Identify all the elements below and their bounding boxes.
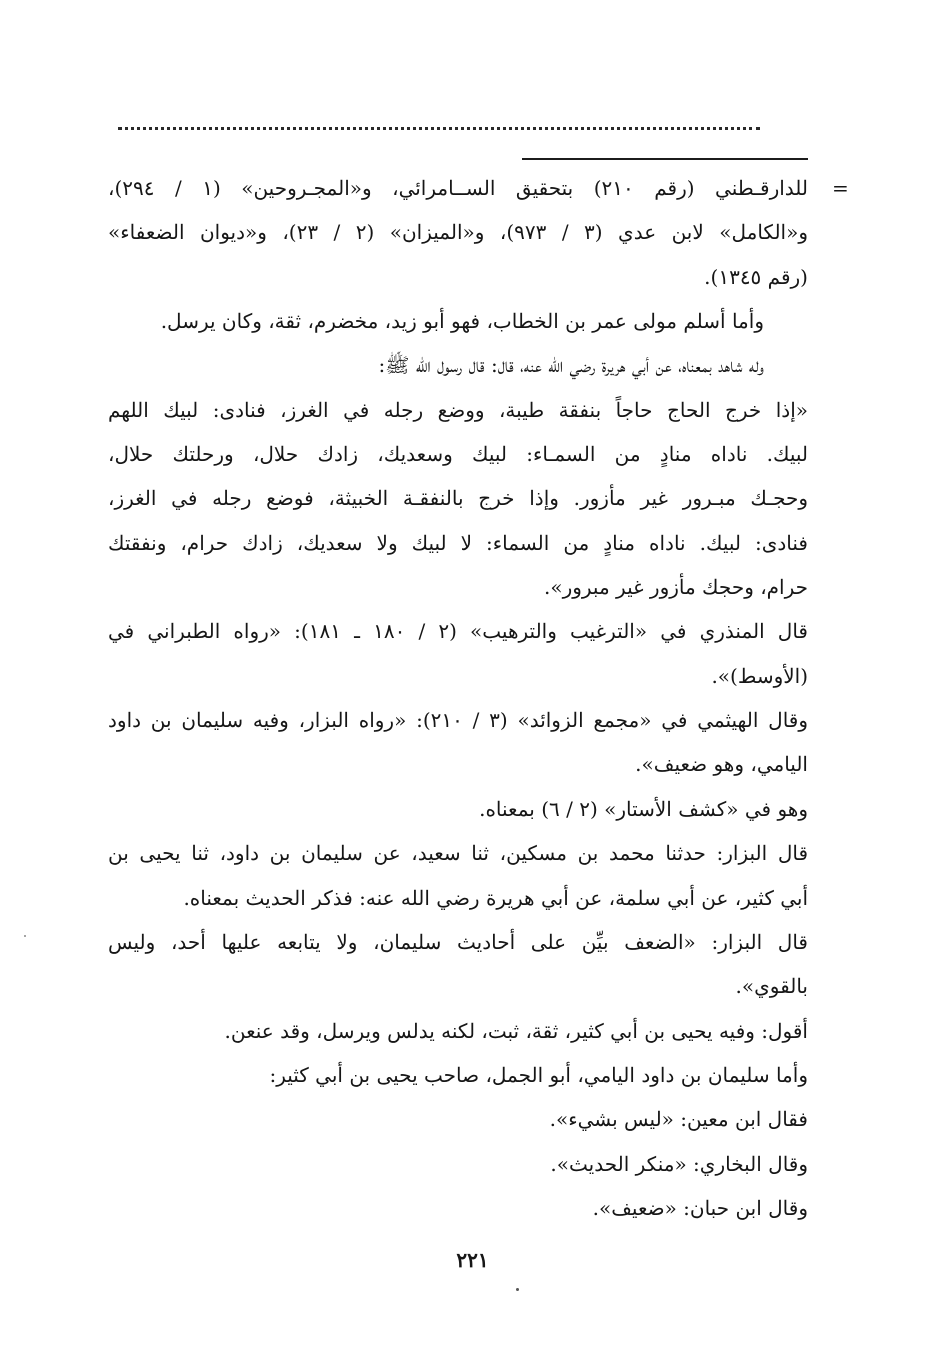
text-line: وأما سليمان بن داود اليامي، أبو الجمل، صاحب يحيى بن أبي كثير: <box>269 1062 808 1087</box>
text-line: قال البزار: «الضعف بيِّن على أحاديث سليمان، ولا يتابعه عليها أحد، وليس <box>108 929 808 954</box>
header-dotted-rule <box>118 127 760 130</box>
footnote-text-block <box>108 166 808 1230</box>
text-line: أقول: وفيه يحيى بن أبي كثير، ثقة، ثبت، لكنه يدلس ويرسل، وقد عنعن. <box>224 1018 808 1043</box>
text-line: لبيك. ناداه منادٍ من السمـاء: لبيك وسعديك، زادك حلال، ورحلتك حلال، <box>108 442 808 467</box>
text-line: (الأوسط)». <box>711 663 808 688</box>
text-line: قال المنذري في «الترغيب والترهيب» (٢ / ١٨٠ ـ ١٨١): «رواه الطبراني في <box>108 619 808 644</box>
text-line: وقال البخاري: «منكر الحديث». <box>550 1151 808 1176</box>
text-line: للدارقـطني (رقم ٢١٠) بتحقيق الســامرائي، و«المجـروحين» (١ / ٢٩٤)، <box>108 176 808 200</box>
text-line: و«الكامل» لابن عدي (٣ / ٩٧٣)، و«الميزان» (٢ / ٢٣)، و«ديوان الضعفاء» <box>108 220 808 245</box>
continuation-mark: = <box>832 176 849 200</box>
text-line: وقال الهيثمي في «مجمع الزوائد» (٣ / ٢١٠): «رواه البزار، وفيه سليمان بن داود <box>108 708 808 733</box>
text-line: وقال ابن حبان: «ضعيف». <box>592 1195 808 1220</box>
text-line: قال البزار: حدثنا محمد بن مسكين، ثنا سعيد، عن سليمان بن داود، ثنا يحيى بن <box>108 841 808 866</box>
text-line: (رقم ١٣٤٥). <box>704 264 808 289</box>
text-line: وله شاهد بمعناه، عن أبي هريرة رضي الله عنه، قال: قال رسول الله ﷺ: <box>378 353 764 378</box>
footnote-separator-rule <box>522 158 808 160</box>
scan-speck <box>24 935 26 937</box>
text-line: فقال ابن معين: «ليس بشيء». <box>549 1107 808 1132</box>
text-line: اليامي، وهو ضعيف». <box>635 752 808 777</box>
text-line: حرام، وحجك مأزور غير مبرور». <box>543 575 808 600</box>
text-line: وهو في «كشف الأستار» (٢ / ٦) بمعناه. <box>479 796 808 821</box>
page-number: ٢٢١ <box>456 1248 489 1272</box>
scan-speck <box>516 1288 519 1291</box>
text-line: وأما أسلم مولى عمر بن الخطاب، فهو أبو زيد، مخضرم، ثقة، وكان يرسل. <box>160 309 764 334</box>
text-line: بالقوي». <box>735 974 808 999</box>
text-line: «إذا خرج الحاج حاجاً بنفقة طيبة، ووضع رجله في الغرز، فنادى: لبيك اللهم <box>108 397 808 422</box>
text-line: وحجـك مبـرور غير مأزور. وإذا خرج بالنفقـة الخبيثة، فوضع رجله في الغرز، <box>108 486 808 511</box>
text-line: أبي كثير، عن أبي سلمة، عن أبي هريرة رضي الله عنه: فذكر الحديث بمعناه. <box>183 885 808 910</box>
text-line: فنادى: لبيك. ناداه منادٍ من السماء: لا لبيك ولا سعديك، زادك حرام، ونفقتك <box>108 530 808 555</box>
